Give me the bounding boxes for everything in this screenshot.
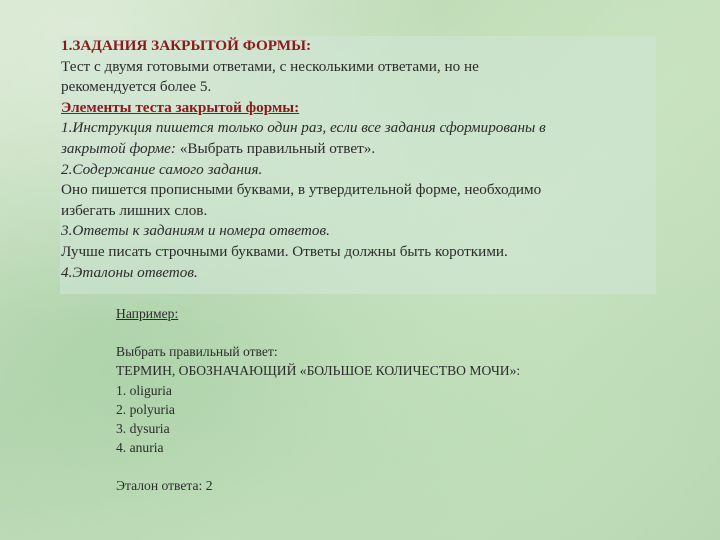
item3-title: 3.Ответы к заданиям и номера ответов. <box>61 222 330 240</box>
example-instruction: Выбрать правильный ответ: <box>116 344 278 360</box>
item1-quote: «Выбрать правильный ответ». <box>179 139 376 157</box>
item2-title: 2.Содержание самого задания. <box>61 160 263 178</box>
option-item: 3. dysuria <box>116 421 170 437</box>
option-item: 4. anuria <box>116 440 164 456</box>
option-item: 2. polyuria <box>116 401 175 417</box>
example-block <box>116 304 636 496</box>
item4-title: 4.Эталоны ответов. <box>61 263 198 281</box>
section-heading: 1.ЗАДАНИЯ ЗАКРЫТОЙ ФОРМЫ: <box>61 37 312 54</box>
example-label: Например: <box>116 306 179 321</box>
main-text-block <box>61 36 661 283</box>
item1-italic-part: закрытой форме: <box>61 139 180 157</box>
item3-text: Лучше писать строчными буквами. Ответы должны быть короткими. <box>61 242 508 260</box>
option-item: 1. oliguria <box>116 382 172 398</box>
item1-line-1: 1.Инструкция пишется только один раз, если все задания сформированы в <box>61 119 546 137</box>
item2-line-2: избегать лишних слов. <box>61 201 208 219</box>
item2-line-1: Оно пишется прописными буквами, в утвердительной форме, необходимо <box>61 181 542 199</box>
elements-heading: Элементы теста закрытой формы: <box>61 98 300 116</box>
item1-line-2 <box>61 139 661 160</box>
intro-line-2: рекомендуется более 5. <box>61 78 212 96</box>
example-answer: Эталон ответа: 2 <box>116 478 213 494</box>
intro-line-1: Тест с двумя готовыми ответами, с несколькими ответами, но не <box>61 57 479 75</box>
example-question: ТЕРМИН, ОБОЗНАЧАЮЩИЙ «БОЛЬШОЕ КОЛИЧЕСТВО МОЧИ»: <box>116 363 521 379</box>
